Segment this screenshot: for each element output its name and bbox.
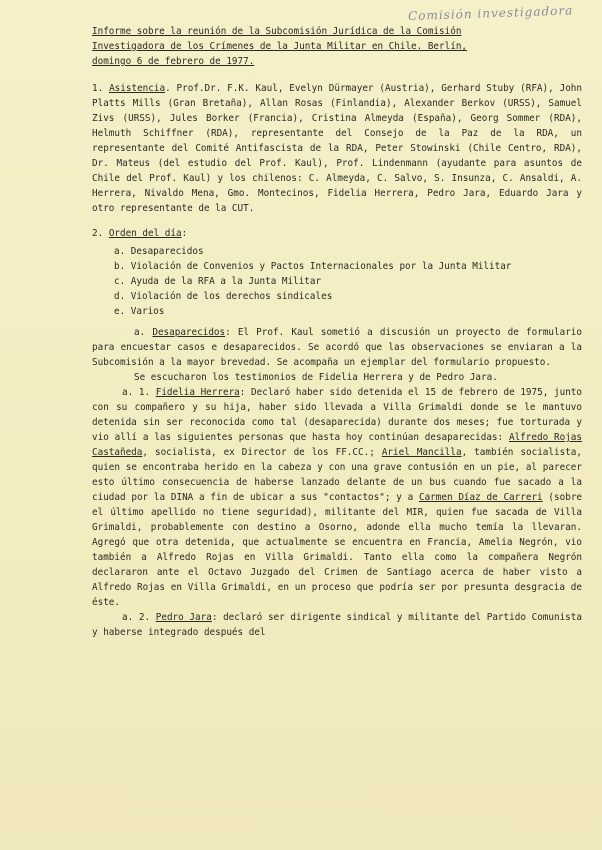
- agenda-item: d. Violación de los derechos sindicales: [114, 291, 333, 302]
- section-agenda: [92, 226, 582, 241]
- section-2-colon: :: [181, 228, 188, 239]
- testimony-2-prefix: a. 2.: [122, 612, 156, 623]
- testimony-2-text: : declaró ser dirigente sindical y militante del Partido Comunista y haberse integrado después del: [92, 612, 582, 638]
- testimony-1-text-2: , socialista, ex Director de los FF.CC.;: [142, 447, 382, 458]
- title-line-2: Investigadora de los Crímenes de la Junta Militar en Chile. Berlín,: [92, 41, 468, 52]
- section-a-prefix: a.: [134, 327, 153, 338]
- testimony-pedro-jara: [92, 610, 582, 640]
- title-line-1: Informe sobre la reunión de la Subcomisión Jurídica de la Comisión: [92, 26, 462, 37]
- testimony-fidelia-herrera: [92, 385, 582, 610]
- section-attendance: [92, 81, 582, 216]
- testimony-1-text-4: (sobre el último apellido no tiene seguridad), militante del MIR, quien fue sacada de Villa Grimaldi, probablemente con destino a Osorno, adonde ella mucho temía la llevaran. Agregó que otra detenida, que actualmente se encuentra en Francia, Amelia Negrón, vio también a Alfredo Rojas en Villa Grimaldi. Tanto ella como la compañera Negrón declararon ante el Octavo Juzgado del Crimen de Santiago acerca de haber visto a Alfredo Rojas en Villa Grimaldi, en un proceso que podría ser por presunta desgracia de éste.: [92, 492, 583, 608]
- section-disappeared: [92, 325, 582, 370]
- testimony-1-name: Fidelia Herrera: [155, 387, 240, 398]
- handwritten-note: Comisión investigadora: [407, 3, 574, 24]
- person-carmen-diaz: Carmen Díaz de Carreri: [418, 492, 543, 503]
- document-body: [92, 24, 582, 640]
- section-a-heading: Desaparecidos: [152, 327, 226, 338]
- section-1-heading: Asistencia: [109, 83, 166, 94]
- section-1-number: 1.: [92, 83, 104, 94]
- section-2-heading: Orden del día: [108, 228, 182, 239]
- agenda-item: b. Violación de Convenios y Pactos Internacionales por la Junta Militar: [114, 261, 512, 272]
- testimony-1-prefix: a. 1.: [122, 387, 156, 398]
- agenda-list: [114, 244, 582, 319]
- testimony-1-text-1: : Declaró haber sido detenida el 15 de febrero de 1975, junto con su compañero y su hija, haber sido llevada a Villa Grimaldi donde se le mantuvo detenida sin ser reconocida como tal (desaparecida) durante dos meses; fue torturada y vio allí a las siguientes personas que hasta hoy continúan desaparecidas:: [92, 387, 582, 443]
- testimonies-intro: Se escucharon los testimonios de Fidelia Herrera y de Pedro Jara.: [134, 372, 498, 383]
- testimony-2-name: Pedro Jara: [155, 612, 212, 623]
- agenda-item: e. Varios: [114, 306, 165, 317]
- document-title: [92, 24, 522, 69]
- person-ariel-mancilla: Ariel Mancilla: [381, 447, 462, 458]
- person-alfredo-rojas: Alfredo Rojas Castañeda: [92, 432, 583, 458]
- section-a-text: : El Prof. Kaul sometió a discusión un proyecto de formulario para encuestar casos e desaparecidos. Se acordó que las observaciones se enviaran a la Subcomisión a la mayor brevedad. Se acompaña un ejemplar del formulario propuesto.: [92, 327, 582, 368]
- agenda-item: c. Ayuda de la RFA a la Junta Militar: [114, 276, 322, 287]
- agenda-item: a. Desaparecidos: [114, 246, 204, 257]
- section-1-text: . Prof.Dr. F.K. Kaul, Evelyn Dürmayer (Austria), Gerhard Stuby (RFA), John Platts Mills (Gran Bretaña), Allan Rosas (Finlandia), Alexander Berkov (URSS), Samuel Zivs (URSS), Jules Borker (Francia), Cristina Almeyda (España), Georg Sommer (RDA), Helmuth Schiffner (RDA), representante del Consejo de la Paz de la RDA, un representante del Comité Antifascista de la RDA, Peter Stowinski (Chile Centro, RDA), Dr. Mateus (del estudio del Prof. Kaul), Prof. Lindenmann (ayudante para asuntos de Chile del Prof. Kaul) y los chilenos: C. Almeyda, C. Salvo, S. Insunza, C. Ansaldi, A. Herrera, Nivaldo Mena, Gmo. Montecinos, Fidelia Herrera, Pedro Jara, Eduardo Jara y otro representante de la CUT.: [92, 83, 582, 214]
- testimony-1-text-3: , también socialista, quien se encontraba herido en la cabeza y con una grave contusión en un pie, al parecer esto último consecuencia de haberse lanzado delante de un bus cuando fue sacado a la ciudad por la DINA a fin de ubicar a sus "contactos"; y a: [92, 447, 582, 503]
- title-line-3: domingo 6 de febrero de 1977.: [92, 56, 255, 67]
- section-2-number: 2.: [92, 228, 104, 239]
